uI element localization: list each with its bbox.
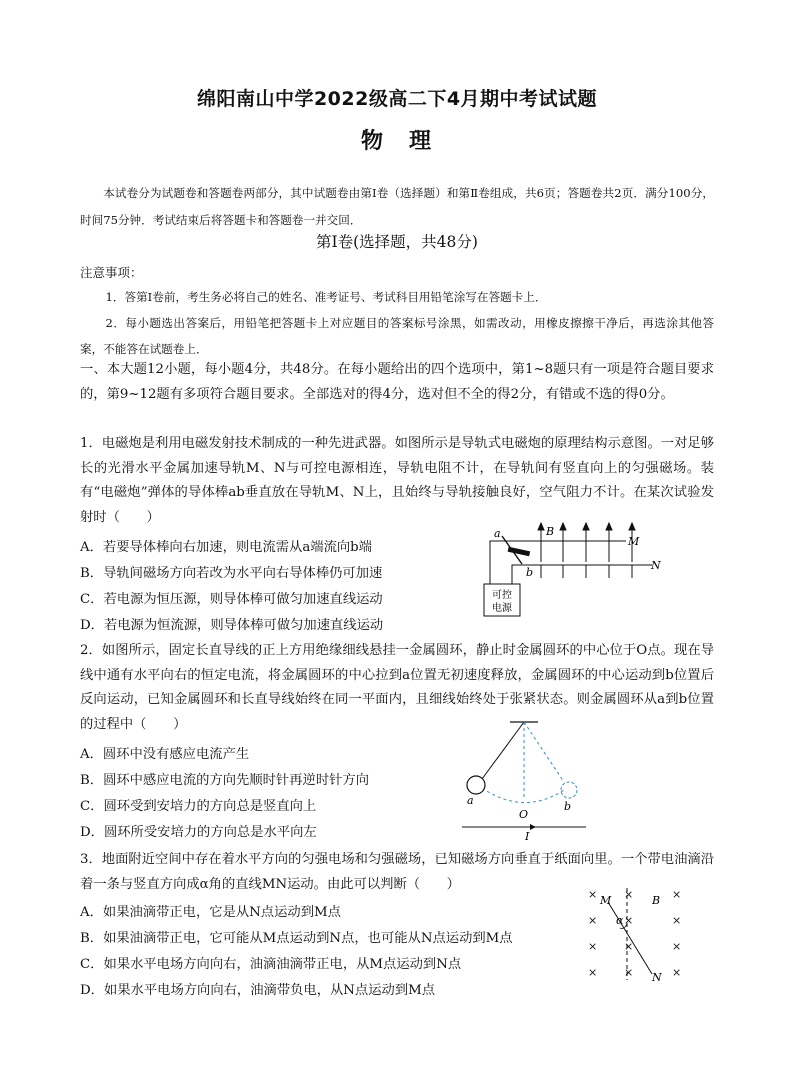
string-to-a [482, 722, 524, 779]
field-cross: × [624, 966, 634, 979]
source-label-2: 电源 [492, 603, 512, 614]
question-2-stem: 2．如图所示，固定长直导线的正上方用绝缘细线悬挂一金属圆环，静止时金属圆环的中心位于O点。现在导线中通有水平向右的恒定电流，将金属圆环的中心拉到a位置无初速度释放，金属圆环的中心运动到b位置后反向运动，已知金属圆环和长直导线始终在同一平面内，且细线始终处于张紧状态。则金属圆环从a到b位置的过程中（ ） [80, 643, 714, 732]
question-2-option-c: C．圆环受到安培力的方向总是竖直向上 [80, 799, 317, 814]
field-cross: × [588, 966, 598, 979]
source-label-1: 可控 [492, 590, 512, 601]
field-cross: × [672, 966, 682, 979]
note-item: 1．答第Ⅰ卷前，考生务必将自己的姓名、准考证号、考试科目用铅笔涂写在答题卡上． [105, 290, 547, 304]
question-1-option-c: C．若电源为恒压源，则导体棒可做匀加速直线运动 [80, 592, 383, 607]
question-1-stem: 1．电磁炮是利用电磁发射技术制成的一种先进武器。如图所示是导轨式电磁炮的原理结构示意图。一对足够长的光滑水平金属加速导轨M、N与可控电源相连，导轨电阻不计，在导轨间有竖直向上的匀强磁场。装有“电磁炮”弹体的导体棒ab垂直放在导轨M、N上，且始终与导轨接触良好，空气阻力不计。在某次试验发射时（ ） [80, 436, 714, 525]
question-1-option-b: B．导轨间磁场方向若改为水平向右导体棒仍可加速 [80, 566, 383, 581]
question-1-option-d: D．若电源为恒流源，则导体棒可做匀加速直线运动 [80, 618, 384, 633]
question-2-figure [456, 718, 596, 842]
label-n: N [651, 559, 661, 572]
field-cross: × [672, 914, 682, 927]
notes-title: 注意事项： [80, 265, 143, 280]
field-cross: × [672, 940, 682, 953]
intro-paragraph: 本试卷分为试题卷和答题卷两部分，其中试题卷由第Ⅰ卷（选择题）和第Ⅱ卷组成，共6页；答题卷共2页．满分100分，时间75分钟．考试结束后将答题卡和答题卷一并交回． [80, 186, 714, 227]
question-3-option-c: C．如果水平电场方向向右，油滴油滴带正电，从M点运动到N点 [80, 957, 462, 972]
question-3-stem: 3．地面附近空间中存在着水平方向的匀强电场和匀强磁场，已知磁场方向垂直于纸面向里。一个带电油滴沿着一条与竖直方向成α角的直线MN运动。由此可以判断（ ） [80, 852, 714, 892]
label-b: b [564, 800, 572, 813]
wire-to-source [490, 541, 498, 584]
label-m: M [628, 535, 640, 548]
label-m: M [600, 894, 612, 907]
label-n: N [652, 971, 662, 984]
label-a: a [467, 794, 474, 807]
field-cross: × [624, 888, 634, 901]
ring-at-a [467, 776, 485, 794]
part-one-heading: 第Ⅰ卷(选择题，共48分) [316, 233, 478, 251]
ring-at-b [561, 782, 577, 798]
label-b-field: B [546, 525, 555, 538]
section-one-instructions: 一、本大题12小题，每小题4分，共48分。在每小题给出的四个选项中，第1~8题只有一项是符合题目要求的，第9~12题有多项符合题目要求。全部选对的得4分，选对但不全的得2分，有错或不选的得0分。 [80, 362, 714, 402]
field-cross: × [624, 914, 634, 927]
projectile [508, 547, 531, 556]
line-mn [608, 902, 652, 974]
question-2-option-b: B．圆环中感应电流的方向先顺时针再逆时针方向 [80, 773, 370, 788]
question-3-option-d: D．如果水平电场方向向右，油滴带负电，从N点运动到M点 [80, 983, 436, 998]
label-b-field: B [652, 894, 661, 907]
subject-title: 物 理 [360, 129, 433, 154]
label-o: O [519, 808, 529, 821]
question-3-figure [580, 884, 690, 988]
field-cross: × [588, 940, 598, 953]
label-current: I [525, 830, 530, 842]
question-3-option-a: A．如果油滴带正电，它是从N点运动到M点 [80, 905, 341, 920]
question-2-option-a: A．圆环中没有感应电流产生 [80, 747, 250, 762]
field-cross: × [588, 888, 598, 901]
exam-title: 绵阳南山中学2022级高二下4月期中考试试题 [196, 88, 598, 110]
question-2-option-d: D．圆环所受安培力的方向总是水平向左 [80, 825, 317, 840]
swing-arc [482, 788, 564, 803]
field-cross: × [672, 888, 682, 901]
note-item: 2．每小题选出答案后，用铅笔把答题卡上对应题目的答案标号涂黑，如需改动，用橡皮擦擦干净后，再选涂其他答案，不能答在试题卷上． [80, 316, 714, 356]
question-1-figure [476, 520, 676, 620]
question-3-option-b: B．如果油滴带正电，它可能从M点运动到N点，也可能从N点运动到M点 [80, 931, 513, 946]
label-b: b [526, 566, 534, 579]
field-cross: × [624, 940, 634, 953]
question-1-option-a: A．若要导体棒向右加速，则电流需从a端流向b端 [80, 540, 372, 555]
field-cross: × [588, 914, 598, 927]
label-alpha: α [616, 914, 624, 927]
label-a: a [494, 527, 501, 540]
